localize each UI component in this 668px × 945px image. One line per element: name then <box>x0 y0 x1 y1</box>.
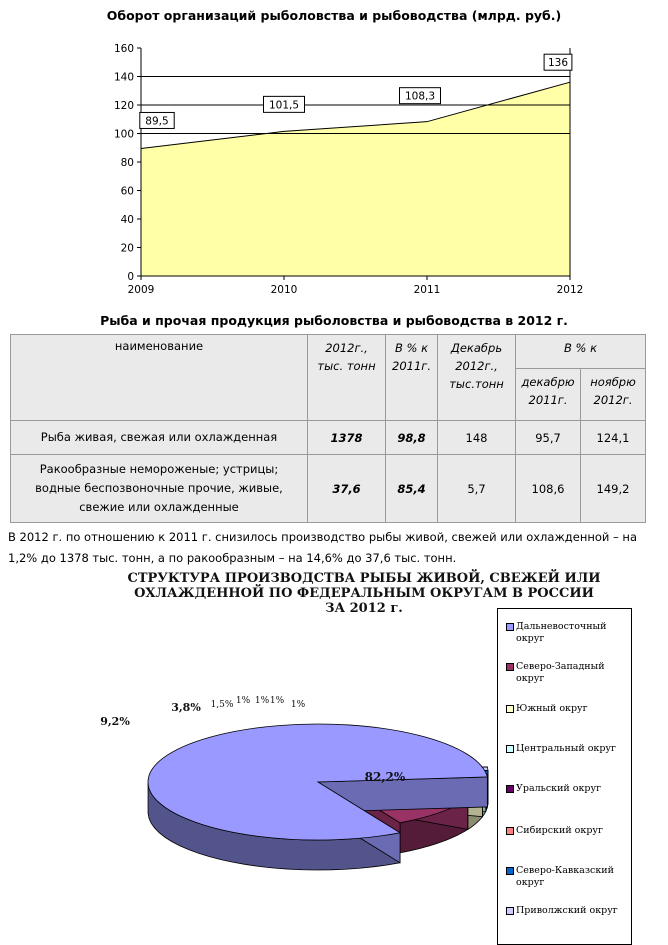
y-tick-label: 100 <box>113 128 134 141</box>
data-label: 89,5 <box>145 115 169 128</box>
legend-label: Приволжский округ <box>516 905 618 916</box>
legend-swatch <box>506 705 514 713</box>
header-name: наименование <box>11 335 308 421</box>
header-dec-2011: декабрю 2011г. <box>516 369 581 421</box>
legend-label: Центральный округ <box>516 743 616 754</box>
cell-nov-2012: 149,2 <box>581 455 646 523</box>
row-name: Ракообразные немороженые; устрицы; водные беспозвоночные прочие, живые, свежие или охлажденные <box>11 455 308 523</box>
y-tick-label: 80 <box>120 157 134 169</box>
y-tick-label: 20 <box>120 242 134 255</box>
cell-2012: 1378 <box>308 421 386 455</box>
area-chart-title: Оборот организаций рыболовства и рыбоводства (млрд. руб.) <box>106 8 562 23</box>
legend-swatch <box>506 623 514 631</box>
legend-swatch <box>506 867 514 875</box>
x-tick-label: 2010 <box>270 284 298 296</box>
legend-swatch <box>506 907 514 915</box>
header-2012: 2012г., тыс. тонн <box>308 335 386 421</box>
pie-data-label: 9,2% <box>100 715 130 728</box>
header-pct-2011: В % к 2011г. <box>386 335 438 421</box>
legend-swatch <box>506 745 514 753</box>
y-tick-label: 0 <box>127 271 134 283</box>
table-row <box>11 421 646 455</box>
data-label: 108,3 <box>404 90 436 103</box>
pie-data-label: 1% <box>290 700 306 710</box>
area-fill <box>141 82 570 276</box>
x-tick-label: 2011 <box>413 284 441 296</box>
legend-label: Южный округ <box>516 703 588 714</box>
y-tick-label: 60 <box>120 185 134 198</box>
y-tick-label: 140 <box>113 71 134 84</box>
pie-legend <box>497 608 632 945</box>
pie-data-label: 1,5% <box>210 700 234 710</box>
x-tick-label: 2012 <box>556 284 584 296</box>
legend-label: Северо-Западный округ <box>516 661 605 684</box>
row-name: Рыба живая, свежая или охлажденная <box>11 421 308 455</box>
legend-label: Дальневосточный округ <box>516 621 607 644</box>
y-tick-label: 40 <box>120 214 134 226</box>
legend-swatch <box>506 785 514 793</box>
legend-swatch <box>506 663 514 671</box>
pie-title-line: СТРУКТУРА ПРОИЗВОДСТВА РЫБЫ ЖИВОЙ, СВЕЖЕЙ ИЛИ <box>127 571 601 586</box>
cell-dec-2011: 108,6 <box>516 455 581 523</box>
data-label: 136 <box>547 57 569 70</box>
legend-label: Уральский округ <box>516 783 602 794</box>
header-nov-2012: ноябрю 2012г. <box>581 369 646 421</box>
cell-dec-2012: 148 <box>438 421 516 455</box>
legend-label: Сибирский округ <box>516 825 603 836</box>
cell-pct-2011: 98,8 <box>386 421 438 455</box>
table-title: Рыба и прочая продукция рыболовства и рыбоводства в 2012 г. <box>100 313 568 328</box>
pie-title-line: ОХЛАЖДЕННОЙ ПО ФЕДЕРАЛЬНЫМ ОКРУГАМ В РОССИИ <box>134 586 594 601</box>
y-tick-label: 120 <box>113 100 134 112</box>
cell-dec-2012: 5,7 <box>438 455 516 523</box>
header-pct-group: В % к <box>516 335 646 369</box>
pie-title-line: ЗА 2012 г. <box>325 601 403 616</box>
production-table <box>10 334 646 523</box>
table-header-row <box>11 335 646 369</box>
header-dec-2012: Декабрь 2012г., тыс.тонн <box>438 335 516 421</box>
pie-data-label: 1% <box>269 696 285 706</box>
cell-nov-2012: 124,1 <box>581 421 646 455</box>
y-tick-label: 160 <box>113 43 134 55</box>
x-tick-label: 2009 <box>127 284 155 296</box>
pie-chart <box>0 600 495 900</box>
pie-data-label: 82,2% <box>364 770 406 784</box>
cell-pct-2011: 85,4 <box>386 455 438 523</box>
cell-dec-2011: 95,7 <box>516 421 581 455</box>
area-chart <box>0 30 668 305</box>
pie-data-label: 3,8% <box>171 701 201 714</box>
data-label: 101,5 <box>268 99 300 112</box>
pie-data-label: 1% <box>235 696 251 706</box>
pie-data-label: 1% <box>254 696 270 706</box>
legend-label: Северо-Кавказский округ <box>516 865 614 888</box>
summary-text: В 2012 г. по отношению к 2011 г. снизилось производство рыбы живой, свежей или охлажденной – на 1,2% до 1378 тыс. тонн, а по ракообразным – на 14,6% до 37,6 тыс. тонн. <box>8 530 638 565</box>
cell-2012: 37,6 <box>308 455 386 523</box>
legend-swatch <box>506 827 514 835</box>
table-row <box>11 455 646 523</box>
